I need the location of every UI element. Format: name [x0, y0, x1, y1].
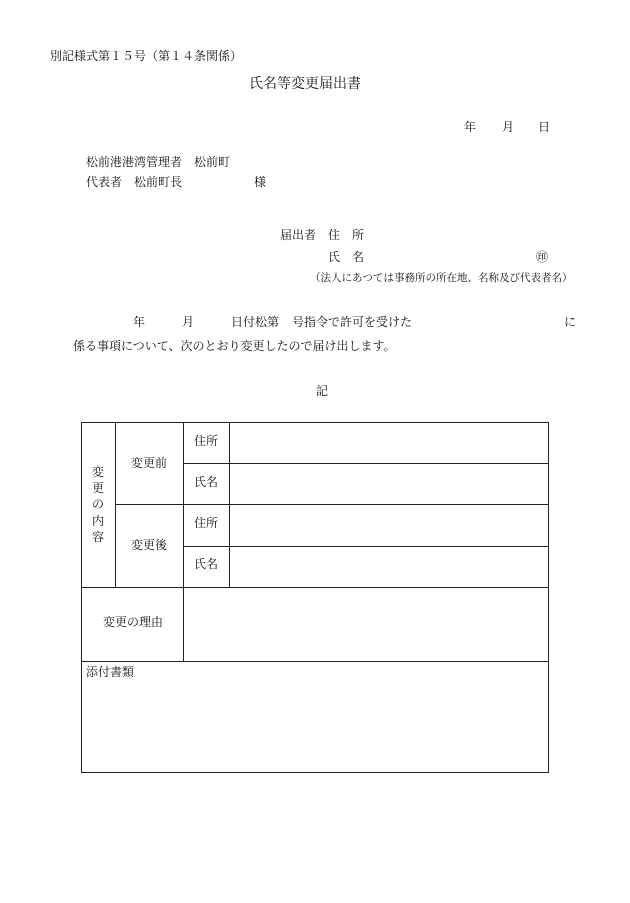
before-change-label: 変更前 — [131, 456, 168, 470]
change-content-label: 変 更 の 内 容 — [91, 465, 104, 544]
row-divider — [81, 661, 549, 662]
addressee-line2: 代表者 松前町長 — [86, 175, 183, 189]
applicant-note: （法人にあつては事務所の所在地、名称及び代表者名） — [310, 272, 573, 284]
document-title: 氏名等変更届出書 — [249, 76, 361, 92]
after-change-label: 変更後 — [131, 538, 168, 552]
after-address-label: 住所 — [194, 516, 219, 530]
body-particle: に — [564, 315, 577, 329]
before-name-field[interactable] — [230, 464, 548, 504]
applicant-name-label: 氏 名 — [328, 250, 365, 264]
before-address-field[interactable] — [230, 423, 548, 463]
ki-label: 記 — [316, 384, 329, 398]
before-address-label: 住所 — [194, 434, 219, 448]
applicant-label: 届出者 — [280, 228, 317, 242]
after-address-field[interactable] — [230, 505, 548, 546]
column-divider — [115, 422, 116, 587]
addressee-line1: 松前港港湾管理者 松前町 — [86, 155, 231, 169]
addressee-honorific: 様 — [254, 175, 267, 189]
after-name-field[interactable] — [230, 547, 548, 587]
applicant-address-label: 住 所 — [328, 228, 365, 242]
body-date-ref: 日付松第 — [231, 315, 280, 329]
attachments-field[interactable] — [82, 682, 548, 772]
change-reason-label: 変更の理由 — [103, 615, 164, 629]
body-year: 年 — [133, 315, 146, 329]
body-second-line: 係る事項について、次のとおり変更したので届け出します。 — [73, 339, 396, 353]
body-permit-text: 号指令で許可を受けた — [292, 315, 413, 329]
date-year-label: 年 — [464, 120, 477, 134]
change-reason-field[interactable] — [184, 588, 548, 661]
seal-mark: ㊞ — [536, 250, 549, 264]
before-name-label: 氏名 — [194, 475, 219, 489]
form-reference: 別記様式第１５号（第１４条関係） — [50, 49, 243, 63]
date-day-label: 日 — [538, 120, 551, 134]
attachments-label: 添付書類 — [86, 665, 135, 679]
date-month-label: 月 — [502, 120, 515, 134]
body-month: 月 — [182, 315, 195, 329]
after-name-label: 氏名 — [194, 557, 219, 571]
